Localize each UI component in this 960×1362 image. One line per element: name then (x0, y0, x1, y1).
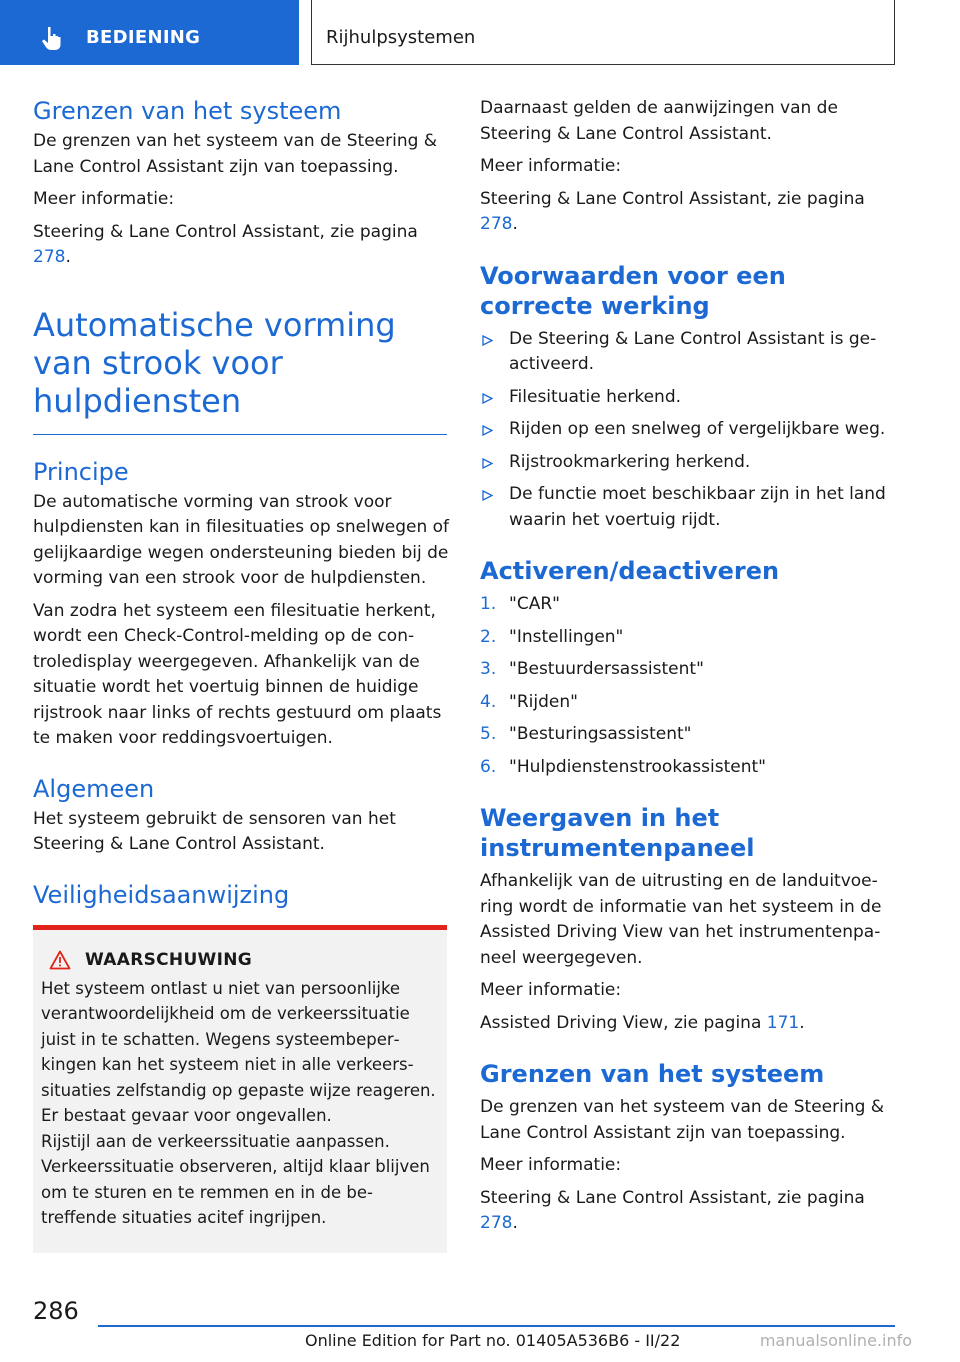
step-text: "CAR" (509, 594, 560, 614)
page-link-278[interactable]: 278 (480, 214, 513, 234)
reference-paragraph (480, 1186, 898, 1237)
list-item (480, 722, 898, 748)
limits-text: De grenzen van het systeem van de Steering & Lane Control Assistant zijn van toepassing. (33, 131, 438, 177)
watermark: manualsonline.info (759, 1331, 912, 1350)
reference-paragraph (33, 220, 451, 271)
list-item (480, 690, 898, 716)
reference-paragraph (480, 1011, 898, 1037)
ref-end: . (799, 1012, 805, 1033)
ref-text: Steering & Lane Control Assistant, zie pagina (480, 1187, 865, 1208)
step-text: "Instellingen" (509, 626, 624, 647)
limits-text: De grenzen van het systeem van de Steering & Lane Control Assistant zijn van toepassing. (480, 1097, 885, 1143)
more-info-label: Meer informatie: (480, 156, 622, 176)
footer-divider (98, 1325, 895, 1327)
triangle-bullet-icon (482, 490, 493, 501)
list-item: De functie moet beschikbaar zijn in het land waarin het voertuig rijdt. (480, 482, 898, 533)
ref-end: . (512, 1213, 518, 1233)
list-item: Filesituatie herkend. (480, 385, 898, 411)
section-label: BEDIENING (86, 27, 201, 48)
reference-paragraph (480, 187, 898, 238)
limits-heading: Grenzen van het systeem (33, 97, 342, 125)
general-text: Het systeem gebruikt de sensoren van het Steering & Lane Control Assistant. (33, 808, 396, 854)
warning-triangle-icon (49, 950, 71, 970)
activate-heading: Activeren/deactiveren (480, 557, 780, 585)
warning-paragraph-2: Rijstijl aan de verkeerssituatie aanpassen. Verkeerssituatie observeren, altijd klaar blijven om te sturen en te remmen en in de betreffende situaties acitef ingrijpen. (41, 1131, 430, 1227)
step-number: 6. (480, 756, 497, 777)
ref-end: . (512, 214, 518, 234)
warning-paragraph-1: Het systeem ontlast u niet van persoonlijke verantwoordelijkheid om de verkeerssituatie juist in te schatten. Wegens systeembeperkingen kan het systeem niet in alle verkeerssituaties zelfstandig op gepaste wijze reageren. Er bestaat gevaar voor ongevallen. (41, 978, 436, 1125)
step-text: "Besturingsassistent" (509, 724, 692, 744)
warning-box (33, 925, 447, 1253)
step-number: 1. (480, 594, 497, 614)
more-info-label: Meer informatie: (480, 1155, 622, 1175)
page-link-278[interactable]: 278 (480, 1213, 513, 1233)
list-item (480, 657, 898, 683)
list-item (480, 625, 898, 651)
warning-title: WAARSCHUWING (85, 949, 253, 970)
principle-paragraph-1: De automatische vorming van strook voor hulpdiensten kan in filesituaties op snelwegen of gelijkaardige wegen ondersteuning bieden bij de vorming van een strook voor de hulpdiensten. (33, 491, 450, 588)
conditions-list (480, 327, 898, 534)
ref-text: Assisted Driving View, zie pagina (480, 1012, 767, 1033)
principle-heading: Principe (33, 457, 129, 486)
more-info-label: Meer informatie: (480, 980, 622, 1000)
triangle-bullet-icon (482, 458, 493, 469)
general-heading: Algemeen (33, 774, 155, 803)
step-number: 5. (480, 724, 497, 744)
list-item: Rijstrookmarkering herkend. (480, 450, 898, 476)
page-number: 286 (33, 1297, 79, 1325)
ref-end: . (65, 247, 71, 267)
left-column (33, 96, 451, 1253)
list-item (480, 755, 898, 781)
triangle-bullet-icon (482, 335, 493, 346)
right-column (480, 96, 898, 1244)
hand-pointer-icon (40, 25, 66, 51)
list-item: De Steering & Lane Control Assistant is geactiveerd. (480, 327, 898, 378)
page-link-278[interactable]: 278 (33, 247, 66, 267)
step-number: 4. (480, 691, 497, 712)
list-item: Rijden op een snelweg of vergelijkbare weg. (480, 417, 898, 443)
edition-text: Online Edition for Part no. 01405A536B6 - II/22 (305, 1331, 681, 1350)
principle-paragraph-2: Van zodra het systeem een filesituatie herkent, wordt een Check-Control-melding op de controledisplay weergegeven. Afhankelijk van de situatie wordt het voertuig binnen de huidige rijstrook naar links of rechts gestuurd om plaats te maken voor reddingsvoertuigen. (33, 600, 442, 748)
main-heading: Automatische vorming van strook voor hulpdiensten (33, 306, 447, 435)
step-text: "Hulpdienstenstrookassistent" (509, 756, 766, 777)
chapter-label: Rijhulpsystemen (326, 27, 476, 48)
more-info-label: Meer informatie: (33, 189, 175, 209)
ref-text: Steering & Lane Control Assistant, zie pagina (33, 221, 418, 242)
limits-heading: Grenzen van het systeem (480, 1060, 825, 1088)
section-tab[interactable] (0, 0, 299, 65)
safety-heading: Veiligheidsaanwijzing (33, 880, 290, 909)
triangle-bullet-icon (482, 393, 493, 404)
step-number: 3. (480, 659, 497, 679)
display-text: Afhankelijk van de uitrusting en de landuitvoering wordt de informatie van het systeem in de Assisted Driving View van het instrumentenpaneel weergegeven. (480, 871, 882, 968)
list-item (480, 592, 898, 618)
step-text: "Rijden" (509, 691, 578, 712)
page-link-171[interactable]: 171 (766, 1012, 800, 1033)
display-heading: Weergaven in het instrumentenpaneel (480, 804, 755, 862)
step-text: "Bestuurdersassistent" (509, 659, 704, 679)
conditions-heading: Voorwaarden voor een correcte werking (480, 261, 786, 320)
step-number: 2. (480, 626, 497, 647)
steps-list (480, 592, 898, 780)
ref-text: Steering & Lane Control Assistant, zie pagina (480, 188, 865, 209)
chapter-tab[interactable] (311, 0, 895, 65)
warning-header (41, 950, 437, 970)
intro-text: Daarnaast gelden de aanwijzingen van de Steering & Lane Control Assistant. (480, 98, 838, 144)
triangle-bullet-icon (482, 425, 493, 436)
